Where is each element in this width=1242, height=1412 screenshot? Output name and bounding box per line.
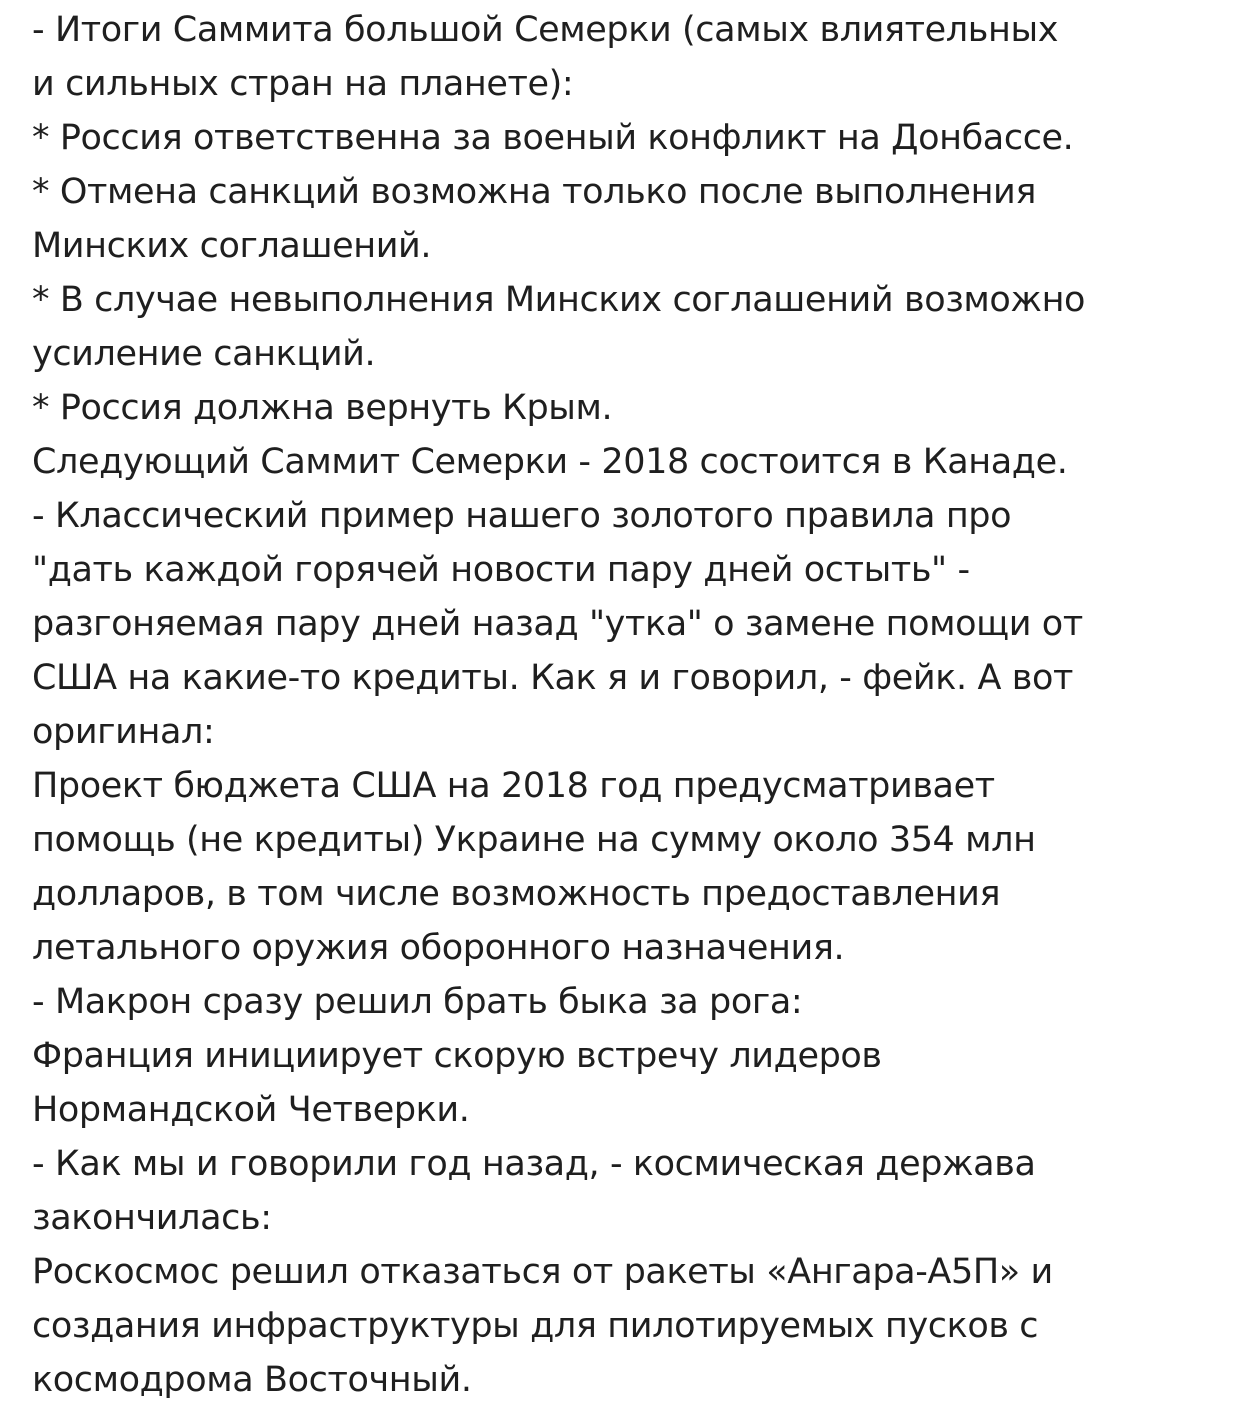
text-line: * Отмена санкций возможна только после выполнения [32,172,1037,212]
text-line: усиление санкций. [32,334,376,374]
text-line: Нормандской Четверки. [32,1090,470,1130]
text-line: Следующий Саммит Семерки - 2018 состоится в Канаде. [32,442,1068,482]
text-line: * Россия ответственна за военый конфликт на Донбассе. [32,118,1074,158]
text-line: Франция инициирует скорую встречу лидеров [32,1036,882,1076]
text-line: "дать каждой горячей новости пару дней остыть" - [32,550,970,590]
text-line: летального оружия оборонного назначения. [32,928,845,968]
text-line: - Как мы и говорили год назад, - космическая держава [32,1144,1036,1184]
text-line: разгоняемая пару дней назад "утка" о замене помощи от [32,604,1083,644]
text-line: закончилась: [32,1198,272,1238]
text-line: * Россия должна вернуть Крым. [32,388,613,428]
text-line: космодрома Восточный. [32,1360,472,1400]
text-line: Минских соглашений. [32,226,432,266]
text-line: создания инфраструктуры для пилотируемых пусков с [32,1306,1039,1346]
text-line: и сильных стран на планете): [32,64,574,104]
text-line: США на какие-то кредиты. Как я и говорил, - фейк. А вот [32,658,1073,698]
text-line: Роскосмос решил отказаться от ракеты «Ангара-А5П» и [32,1252,1053,1292]
text-line: * В случае невыполнения Минских соглашений возможно [32,280,1086,320]
text-line: помощь (не кредиты) Украине на сумму около 354 млн [32,820,1036,860]
text-line: - Итоги Саммита большой Семерки (самых влиятельных [32,10,1059,50]
text-line: долларов, в том числе возможность предоставления [32,874,1001,914]
text-line: - Макрон сразу решил брать быка за рога: [32,982,803,1022]
text-line: Проект бюджета США на 2018 год предусматривает [32,766,995,806]
text-line: - Классический пример нашего золотого правила про [32,496,1012,536]
text-line: оригинал: [32,712,215,752]
